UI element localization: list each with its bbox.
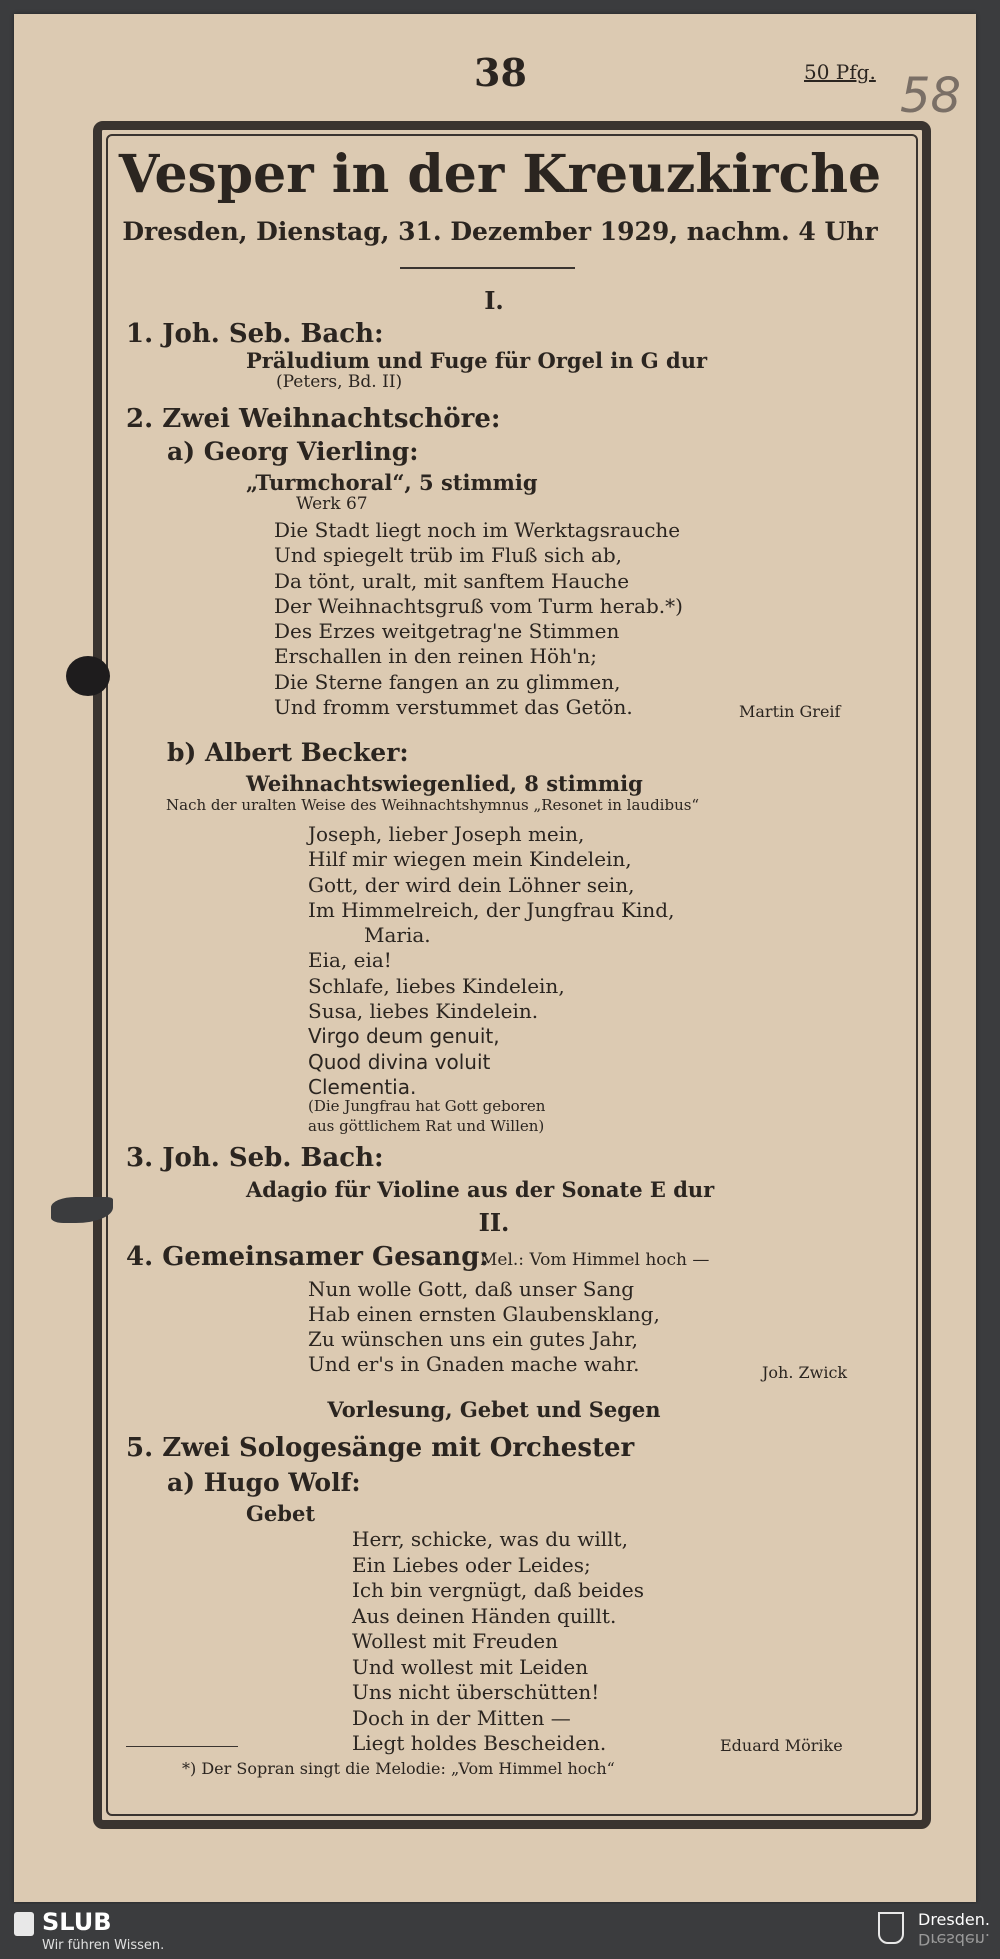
footer-tagline: Wir führen Wissen.: [42, 1938, 165, 1953]
punch-hole: [66, 656, 110, 696]
item-1-note: (Peters, Bd. II): [276, 372, 403, 392]
verse-line: Ich bin vergnügt, daß beides: [352, 1578, 644, 1602]
slub-logo-icon: [14, 1912, 34, 1936]
verse-line: Des Erzes weitgetrag'ne Stimmen: [274, 619, 620, 644]
verse-wiegenlied: [308, 822, 674, 1100]
verse-line: Da tönt, uralt, mit sanftem Hauche: [274, 568, 630, 593]
verse-line: Zu wünschen uns ein gutes Jahr,: [308, 1327, 639, 1351]
section-heading-2: II.: [478, 1208, 510, 1237]
verse-line: Nun wolle Gott, daß unser Sang: [308, 1277, 635, 1301]
item-2a-heading: a) Georg Vierling:: [167, 437, 419, 466]
verse-line: Hab einen ernsten Glaubensklang,: [308, 1302, 660, 1326]
verse-line: Aus deinen Händen quillt.: [352, 1603, 617, 1628]
verse-line: Und spiegelt trüb im Fluß sich ab,: [274, 543, 623, 568]
verse-line: Liegt holdes Bescheiden.: [352, 1731, 607, 1755]
footnote: *) Der Sopran singt die Melodie: „Vom Himmel hoch“: [182, 1759, 615, 1778]
item-2a-opus: Werk 67: [296, 494, 368, 514]
verse-line: Quod divina voluit: [308, 1049, 491, 1074]
verse-line: Uns nicht überschütten!: [352, 1680, 600, 1704]
verse-line: Eia, eia!: [308, 948, 392, 973]
verse-line: Hilf mir wiegen mein Kindelein,: [308, 847, 632, 872]
verse-line: Der Weihnachtsgruß vom Turm herab.*): [274, 593, 683, 618]
footnote-divider: [126, 1746, 238, 1747]
item-1-work: Präludium und Fuge für Orgel in G dur: [246, 348, 708, 373]
verse-line: Doch in der Mitten —: [352, 1705, 571, 1730]
translation-note: [308, 1096, 545, 1136]
verse-line: Wollest mit Freuden: [352, 1629, 558, 1653]
item-1-heading: 1. Joh. Seb. Bach:: [126, 319, 384, 349]
verse-line: Clementia.: [308, 1074, 417, 1099]
verse-line: Schlafe, liebes Kindelein,: [308, 973, 565, 998]
item-2b-heading: b) Albert Becker:: [167, 738, 409, 767]
verse-line: Herr, schicke, was du willt,: [352, 1527, 628, 1551]
item-2a-work: „Turmchoral“, 5 stimmig: [246, 470, 538, 495]
item-4-melody: Mel.: Vom Himmel hoch —: [480, 1250, 710, 1270]
page-subtitle: Dresden, Dienstag, 31. Dezember 1929, nachm. 4 Uhr: [122, 217, 878, 246]
translation-line: aus göttlichem Rat und Willen): [308, 1117, 545, 1135]
page-title: Vesper in der Kreuzkirche: [118, 144, 882, 205]
author-joh-zwick: Joh. Zwick: [762, 1363, 848, 1382]
verse-line: Erschallen in den reinen Höh'n;: [274, 644, 598, 669]
item-5-heading: 5. Zwei Sologesänge mit Orchester: [126, 1433, 635, 1463]
dresden-crest-icon[interactable]: [878, 1912, 904, 1944]
author-eduard-moerike: Eduard Mörike: [720, 1736, 843, 1755]
verse-line: Und fromm verstummet das Getön.: [274, 695, 633, 720]
item-2b-work: Weihnachtswiegenlied, 8 stimmig: [246, 771, 643, 796]
document-page: [14, 14, 976, 1902]
verse-line: Virgo deum genuit,: [308, 1024, 500, 1049]
item-3-work: Adagio für Violine aus der Sonate E dur: [246, 1177, 715, 1202]
interlude-label: Vorlesung, Gebet und Segen: [327, 1397, 661, 1422]
verse-turmchoral: [274, 518, 683, 720]
item-5a-heading: a) Hugo Wolf:: [167, 1468, 361, 1497]
verse-line: Die Sterne fangen an zu glimmen,: [274, 669, 621, 694]
verse-line: Gott, der wird dein Löhner sein,: [308, 872, 635, 897]
footer-bar: [0, 1904, 1000, 1959]
pencil-annotation: 58: [900, 68, 962, 124]
footer-brand[interactable]: SLUB: [42, 1908, 112, 1936]
page-number: 38: [474, 50, 527, 95]
footer-city[interactable]: Dresden.: [918, 1910, 990, 1929]
translation-line: (Die Jungfrau hat Gott geboren: [308, 1097, 546, 1115]
title-divider: [400, 267, 575, 269]
verse-line: Im Himmelreich, der Jungfrau Kind,: [308, 897, 675, 922]
verse-line: Maria.: [364, 923, 431, 948]
footer-city-mirror: Dresden.: [918, 1930, 990, 1949]
verse-line: Und er's in Gnaden mache wahr.: [308, 1352, 640, 1376]
item-3-heading: 3. Joh. Seb. Bach:: [126, 1143, 384, 1173]
item-4-heading: 4. Gemeinsamer Gesang:: [126, 1242, 489, 1272]
section-heading-1: I.: [484, 286, 504, 315]
author-martin-greif: Martin Greif: [739, 702, 841, 721]
verse-line: Und wollest mit Leiden: [352, 1654, 589, 1679]
item-2-heading: 2. Zwei Weihnachtschöre:: [126, 404, 501, 434]
item-2b-note: Nach der uralten Weise des Weihnachtshymnus „Resonet in laudibus“: [166, 796, 700, 814]
verse-line: Ein Liebes oder Leides;: [352, 1552, 591, 1577]
item-5a-work: Gebet: [246, 1501, 316, 1526]
verse-line: Susa, liebes Kindelein.: [308, 999, 539, 1024]
verse-gemeinsamer-gesang: [308, 1277, 660, 1377]
verse-line: Die Stadt liegt noch im Werktagsrauche: [274, 518, 681, 542]
verse-line: Joseph, lieber Joseph mein,: [308, 822, 585, 846]
verse-gebet: [352, 1527, 644, 1757]
price-label: 50 Pfg.: [804, 60, 876, 84]
